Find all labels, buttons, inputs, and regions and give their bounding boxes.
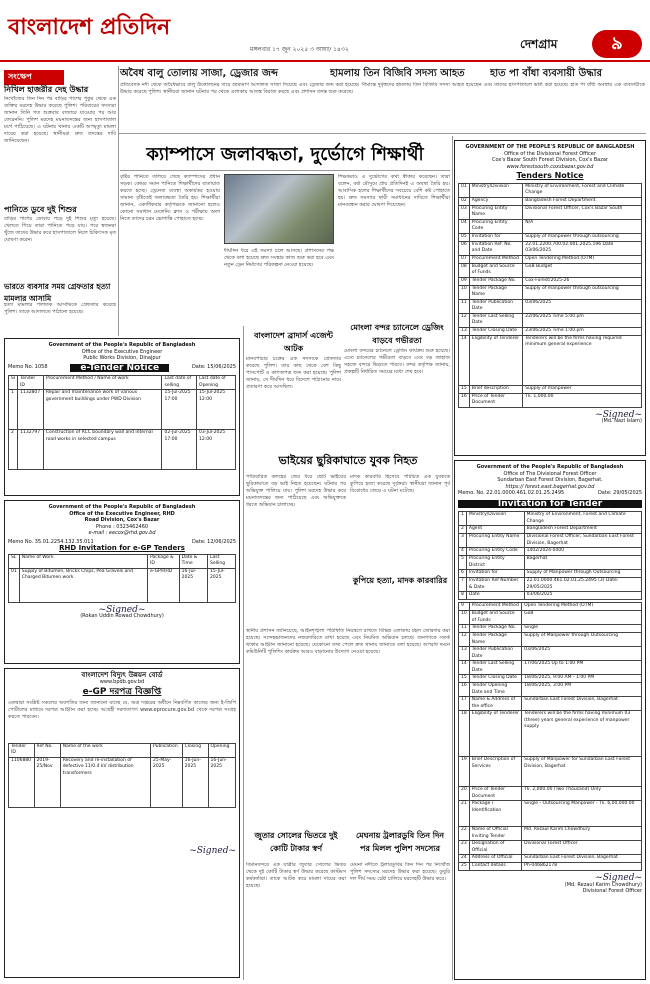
tender2-cell: Procuring Entity Name	[466, 534, 524, 548]
tender2-cell: 03/06/2025	[524, 592, 641, 600]
rhd-office: Office of the Executive Engineer, RHD	[69, 510, 175, 517]
tender2-cell: 5	[459, 556, 467, 570]
more-news-text: স্থানীয় প্রশাসন জানিয়েছে, আইনশৃঙ্খলা পরিস্থিতি নিয়ন্ত্রণে রাখতে বিভিন্ন এলাকায় টহল জোরদার করা হয়েছে। সন্দেহভাজনদের নজরদারিতে রাখা হয়েছে এবং নিয়মিত অভিযান চলছে। জনগণকে সতর্ক থাকার আহ্বান জানানো হয়েছে। যেকোনো তথ্য পেলে দ্রুত থানায় জানাতে বলা হয়েছে। অপরাধ দমনে কমিউনিটি পুলিশিং কার্যক্রম আরও বাড়ানোর উদ্যোগ নেওয়া হয়েছে।	[246, 628, 450, 655]
tender2-row	[459, 512, 642, 526]
lead-photo	[224, 174, 334, 244]
tender2-cell: Bagerhat	[524, 556, 641, 570]
rhd-date: Date: 12/06/2025	[191, 538, 236, 545]
tender2-row	[459, 548, 642, 556]
tender2-cell: Supply of Manpower through Outsourcing	[524, 570, 641, 578]
tender2-cell: 22.01.0000.461.02.01.25.2495 (3) Date: 29/05/2025	[524, 578, 641, 592]
pdb-site: www.bpdb.gov.bd	[99, 678, 145, 685]
tender2-table	[458, 511, 642, 600]
etender-date: Date: 15/06/2025	[191, 363, 236, 370]
rhd-table: SL Name of Work Package & ID Date & Time Last Selling 01 Supply of Bitumen, Bricks Chips, Pea Gravels and Charged Bitumen work e-GP/RHD 16-Jul-2025 15-Jul-2025	[8, 554, 236, 603]
etender-notice	[4, 338, 240, 496]
masthead	[0, 0, 650, 62]
story-6-text: মেঘনা নদীতে ট্রলারডুবির তিন দিন পর নিখোঁজ পুলিশ সদস্যের মরদেহ উদ্ধার করা হয়েছে। ডুবুরি দল দীর্ঘ সময় চেষ্টা চালিয়ে মরদেহটি উদ্ধার করে।	[350, 862, 450, 882]
pdb-text: এতদ্বারা সংশ্লিষ্ট সকলের অবগতির জন্য জানানো যাচ্ছে যে, অত্র দপ্তরের অধীনে নিম্নবর্ণিত কাজের জন্য ই-জিপি পোর্টালের মাধ্যমে দরপত্র আহ্বান করা হচ্ছে। আগ্রহী দরদাতাগণ www.eprocure.gov.bd থেকে দরপত্র সংগ্রহ করতে পারবেন।	[8, 699, 236, 720]
tender2-date: Date: 29/05/2025	[597, 490, 642, 496]
tender1-title: Tenders Notice	[516, 171, 584, 180]
tender2-signer-title: Divisional Forest Officer	[582, 888, 642, 894]
tender2-cell: Agent	[466, 526, 524, 534]
story-5-headline: জুতার সোলের ভিতরে দুই কোটি টাকার স্বর্ণ	[254, 831, 338, 853]
rhd-title: RHD Invitation for e-GP Tenders	[59, 544, 185, 552]
forest-tender-notice	[454, 140, 646, 456]
tender2-cell: 7	[459, 578, 467, 592]
pdb-table: Tender ID Ref No. Name of the work Publication Closing Opening 1106880 2019-25/Nov Recovery and re-installation of defective 11/0.4 kV distribution transformers 25-May-2025 16-Jun-2025 16-Jun-2025	[8, 743, 236, 808]
tender2-cell: Procuring Entity District	[466, 556, 524, 570]
page-number: ৯	[592, 30, 642, 58]
brief-headline-3: ভারতে ব্যবসার সময় গ্রেফতার হত্যা মামলার আসামি	[4, 282, 111, 303]
lead-text-1: বৃষ্টির পানিতে তলিয়ে গেছে ক্যাম্পাসের প্রধান সড়ক। কোমর সমান পানিতে শিক্ষার্থীদের যাতায়াত করতে হচ্ছে। ড্রেনেজ ব্যবস্থা অকার্যকর হওয়ায় সামান্য বৃষ্টিতেই জলাবদ্ধতা তৈরি হয়। শিক্ষার্থীরা জানান, একাধিকবার কর্তৃপক্ষকে জানানো হলেও কোনো সমাধান মেলেনি। ক্লাস ও পরীক্ষায় অংশ নিতে তাদের চরম ভোগান্তি পোহাতে হচ্ছে।	[120, 174, 220, 222]
etender-title: e-Tender Notice	[70, 364, 169, 373]
pdb-notice	[4, 668, 240, 978]
tender2-division: Sundarban East Forest Division, Bagerhat.	[497, 477, 603, 483]
story-3-headline: ভাইয়ের ছুরিকাঘাতে যুবক নিহত	[278, 454, 418, 467]
tender2-memo: Memo. No. 22.01.0000.461.02.01.25.2495	[458, 490, 565, 496]
top-headline-3: হাত পা বাঁধা ব্যবসায়ী উদ্ধার	[490, 68, 603, 79]
tender2-cell: Ministry of Environment, Forest and Climate Change	[524, 512, 641, 526]
story-1-text: মোংলা বন্দরের চ্যানেলে ড্রেজিং কার্যক্রম শুরু হয়েছে। এতে চ্যানেলের গভীরতা বাড়বে এবং বড় জাহাজ সহজে বন্দরে ভিড়তে পারবে। বন্দর কর্তৃপক্ষ জানায়, প্রকল্পটি নির্ধারিত সময়ের মধ্যে শেষ হবে।	[344, 348, 450, 375]
tender2-cell: Procuring Entity Code	[466, 548, 524, 556]
rhd-phone: Phone : 0323462460	[95, 523, 149, 530]
tender2-cell: Invitation Ref Number & Date	[466, 578, 524, 592]
rhd-notice	[4, 500, 240, 664]
invitation-tender-notice	[454, 460, 646, 980]
tender2-row	[459, 578, 642, 592]
tender2-cell: 1402/2024-0400	[524, 548, 641, 556]
story-2-headline: বাংলাদেশ ব্রাদার্স এজেন্ট আটক	[254, 331, 333, 353]
rhd-signer: (Rokan Uddin Rowad Chowdhury)	[80, 613, 164, 619]
story-2-text: মানবপাচার চক্রের এক সদস্যকে গ্রেফতার করেছে পুলিশ। তার কাছ থেকে বেশ কিছু পাসপোর্ট ও কাগজপত্র জব্দ করা হয়েছে। পুলিশ জানায়, সে দীর্ঘদিন ধরে বিদেশে পাঠানোর নামে প্রতারণা করে আসছিল।	[246, 356, 341, 390]
tender1-table: 01 Ministry/Division Ministry of Environment, Forest and Climate Change 02 Agency Bangladesh Forest Department 03 Procuring Entity Name Divisional Forest Officer, Cox's Bazar South 04 Procuring Entity Code N/A 05 Invitation for Supply of manpower through outsourcing 06 Invitation Ref. No. and Date 22.01.2200.700.02.001.2025.196 Date 03/06/2025 07 Procurement Method Open Tendering Method (OTM) 08 Budget and Source of Funds GoB Budget 09 Tender Package No. Cox-Forest/2025-26 10 Tender Package Name Supply of manpower through outsourcing 11 Tender Publication Date 03/06/2025 12 Tender Last Selling Date 22/06/2025 Time 5:00 pm 13 Tender Closing Date 23/06/2025 Time 1:00 pm 14 Eligibility of Tenderer Tenderers will be the firms having required minimum general experience 15 Brief description Supply of manpower 16 Price of Tender Document Tk. 1,000.00	[458, 183, 642, 408]
top-headline-1: অবৈধ বালু তোলায় সাজা, ড্রেজার জব্দ	[120, 68, 278, 79]
rhd-email: e-mail : eecox@rhd.gov.bd	[88, 530, 156, 536]
tender2-cell: 3	[459, 534, 467, 548]
tender2-row	[459, 592, 642, 600]
top-headline-2: হামলায় তিন বিজিবি সদস্য আহত	[330, 68, 465, 79]
tender2-cell: Ministry/Division	[466, 512, 524, 526]
tender2-cell: Date	[466, 592, 524, 600]
tender2-signer: (Md. Rezaul Karim Chowdhury)	[564, 881, 642, 888]
tender2-row	[459, 534, 642, 548]
tender2-cell: 2	[459, 526, 467, 534]
tender1-gov: GOVERNMENT OF THE PEOPLE'S REPUBLIC OF BANGLADESH	[465, 144, 635, 150]
rhd-memo: Memo No. 35.01.2254.132.35.011	[8, 538, 94, 545]
tender2-cell: Bangladesh Forest Department	[524, 526, 641, 534]
tender1-signature: ~Signed~	[595, 409, 642, 420]
brief-tag: সংক্ষেপ	[4, 70, 64, 85]
etender-gov: Government of the People's Republic of Bangladesh	[48, 342, 196, 348]
pdb-title: e-GP দরপত্র বিজ্ঞপ্তি	[82, 687, 162, 697]
tender1-division: Cox's Bazar South Forest Division, Cox's Bazar	[492, 157, 608, 163]
story-4-headline: কুপিয়ে হত্যা, মাদক কারবারির	[352, 576, 448, 585]
lead-text-3: শিক্ষকরাও এ দুর্ভোগের কথা স্বীকার করেছেন। তারা বলেন, বর্ষা মৌসুমে প্রায় প্রতিদিনই এ অবস্থা তৈরি হয়। আবাসিক হলের শিক্ষার্থীদের সবচেয়ে বেশি কষ্ট পোহাতে হয়। দ্রুত সমস্যার স্থায়ী সমাধানের দাবিতে শিক্ষার্থীরা মানববন্ধন করার ঘোষণা দিয়েছেন।	[338, 174, 450, 208]
story-4-text: মাদক কারবারি হিসেবে পরিচিত এক যুবককে কুপিয়ে হত্যা করেছে দুর্বৃত্তরা। স্থানীয়রা জানান পূর্ব বিরোধের জেরে এ ঘটনা ঘটেছে।	[350, 474, 450, 494]
brief-headline-1: নিখিল হাজরীর দেহ উদ্ধার	[4, 85, 89, 94]
tender1-web: www.forestsouth.coxsbazar.gov.bd	[506, 163, 594, 170]
tender2-gov: Government of the People's Republic of Bangladesh	[476, 464, 624, 470]
etender-memo: Memo No. 1058	[8, 363, 48, 370]
tender1-office: Office of the Divisional Forest Officer	[504, 150, 596, 157]
story-1-headline: মোংলা বন্দর চ্যানেলে ড্রেজিং বাড়বে গভীরতা	[350, 323, 444, 345]
brief-headline-2: পানিতে ডুবে দুই শিশুর	[4, 205, 77, 214]
etender-dept: Public Works Division, Dinajpur	[83, 355, 161, 361]
story-5-text: বিমানবন্দরে এক যাত্রীর জুতার সোলের ভিতর থেকে দুই কোটি টাকার স্বর্ণ উদ্ধার করেছে কাস্টমস কর্মকর্তারা। তাকে আটক করে মামলা দায়ের করা হয়েছে।	[246, 862, 346, 889]
tender1-signer: (Md. Nazi Islam)	[601, 418, 642, 424]
tender2-title: Invitation for Tender	[458, 500, 642, 509]
top-stories-text: প্রতিবেদক নদী থেকে অবৈধভাবে বালু উত্তোলনের দায়ে ভ্রাম্যমাণ আদালত সাজা দিয়েছে এবং ড্রেজার জব্দ করা হয়েছে। সীমান্তে দুর্বৃত্তদের হামলায় তিন বিজিবি সদস্য আহত হয়েছেন এবং তাদের হাসপাতালে ভর্তি করা হয়েছে। হাত পা বাঁধা অবস্থায় এক ব্যবসায়ীকে উদ্ধার করেছে পুলিশ। স্থানীয়রা জানান ঘটনার পর থেকে এলাকায় আতঙ্ক বিরাজ করছে এবং প্রশাসন তদন্ত শুরু করেছে।	[120, 82, 645, 95]
etender-office: Office of the Executive Engineer	[81, 348, 163, 355]
tender2-cell: 6	[459, 570, 467, 578]
story-3-text: পারিবারিক কলহের জের ধরে ছোট ভাইয়ের ছুরিকাঘাতে বড় ভাই নিহত হয়েছেন। ঘটনার পর অভিযুক্ত পালিয়ে যায়। পুলিশ মরদেহ উদ্ধার করে ময়নাতদন্তের জন্য পাঠিয়েছে এবং অভিযুক্তকে ধরতে অভিযান চালাচ্ছে।	[246, 474, 346, 508]
tender2-web: https:// forest.east.bagerhat.gov.bd	[505, 483, 595, 490]
tender2-cell: Invitation for	[466, 570, 524, 578]
rhd-gov: Government of the People's Republic of Bangladesh	[48, 504, 196, 510]
lead-text-2: দীর্ঘদিন ধরে এই সমস্যা চলে আসছে। প্রশাসনের পক্ষ থেকে বলা হয়েছে দ্রুত সংস্কার কাজ শুরু করা হবে এবং নতুন ড্রেন নির্মাণের পরিকল্পনা নেওয়া হয়েছে।	[224, 248, 334, 268]
story-6-headline: মেঘনায় ট্রলারডুবি তিন দিন পর মিলল পুলিশ সদস্যের	[355, 831, 445, 853]
brief-text-1: নিখোঁজের তিন দিন পর বাড়ির পাশের পুকুর থেকে এক ব্যক্তির মরদেহ উদ্ধার করেছে পুলিশ। পরিবারের সদস্যরা জানান তিনি গত শুক্রবার বাজারে যাওয়ার পর আর ফেরেননি। পুলিশ মরদেহ ময়নাতদন্তের জন্য হাসপাতাল মর্গে পাঠিয়েছে। এ ঘটনায় থানায় একটি অপমৃত্যু মামলা দায়ের করা হয়েছে। স্থানীয়রা দ্রুত তদন্তের দাবি জানিয়েছেন।	[4, 96, 116, 144]
newspaper-logo: বাংলাদেশ প্রতিদিন	[8, 14, 171, 40]
lead-headline: ক্যাম্পাসে জলাবদ্ধতা, দুর্ভোগে শিক্ষার্থী	[146, 144, 424, 165]
rhd-signature: ~Signed~	[98, 604, 146, 615]
brief-text-3: হত্যা মামলার পলাতক আসামিকে গ্রেফতার করেছে পুলিশ। তাকে আদালতে পাঠানো হয়েছে।	[4, 302, 116, 315]
tender2-row	[459, 526, 642, 534]
pdb-org: বাংলাদেশ বিদ্যুৎ উন্নয়ন বোর্ড	[81, 671, 163, 679]
section-tag: দেশগ্রাম	[520, 37, 558, 51]
tender2-details-table: 9 Procurement Method Open Tendering Method (OTM) 10 Budget and Source of Funds GoB 11 Tender Package No. Single 12 Tender Package Name Supply of Manpower through Outsourcing 13 Tender Publication Date 03/06/2025 14 Tender Last Selling Date 17/06/2025 Up to 1:00 PM 15 Tender Closing Date 18/06/2025, 9:00 AM - 1:00 PM 16 Tender Opening Date and Time 18/06/2025, 3:00 PM 17 Name & Address of the office Sundarban East Forest Division, Bagerhat 18 Eligibility of Tenderer Tenderers will be the firms having minimum 03 (three) years general experience of manpower supply 19 Brief Description of Services Supply of Manpower for Sundarban East Forest Division, Bagerhat 20 Price of Tender Document Tk. 2,000.00 (Two Thousand) Only 21 Package / Identification Single - Outsourcing Manpower - Tk. 6,00,000.00 22 Name of Official Inviting Tender Md. Rezaul Karim Chowdhury 23 Designation of Official Divisional Forest Officer 24 Address of Official Sundarban East Forest Division, Bagerhat 25 Contact details Ph-046862178	[458, 602, 642, 871]
etender-table: Sl Tender ID Procurement Method / Name of work Last date of selling Last date of Opening 1 1132807 Repair and maintenance work of various government buildings under PWD Division 15-Jul-2025 17:00 15-Jul-2025 12:00 2 1132797 Construction of RCC boundary wall and internal road works in selected campus 02-Jul-2025 17:00 03-Jul-2025 12:00	[8, 375, 236, 470]
tender2-signature: ~Signed~	[595, 873, 642, 883]
tender2-row	[459, 556, 642, 570]
tender2-office: Office of The Divisional Forest Officer	[503, 470, 597, 477]
tender2-cell: 8	[459, 592, 467, 600]
brief-text-2: বাড়ির পাশের ডোবায় পড়ে দুই শিশুর মৃত্যু হয়েছে। খেলতে গিয়ে তারা পানিতে পড়ে যায়। পরে স্বজনরা খুঁজে তাদের উদ্ধার করে হাসপাতালে নিলে চিকিৎসক মৃত ঘোষণা করেন।	[4, 216, 116, 243]
tender2-cell: 1	[459, 512, 467, 526]
tender2-cell: 4	[459, 548, 467, 556]
tender2-row	[459, 570, 642, 578]
rhd-division: Road Division, Cox's Bazar	[84, 517, 160, 523]
tender2-cell: Divisional Forest Officer, Sundarban East Forest Division, Bagerhat	[524, 534, 641, 548]
pdb-signature: ~Signed~	[189, 845, 236, 856]
dateline: মঙ্গলবার ১৭ জুন ২০২৫ ৩ আষাঢ় ১৪৩২	[250, 46, 349, 53]
